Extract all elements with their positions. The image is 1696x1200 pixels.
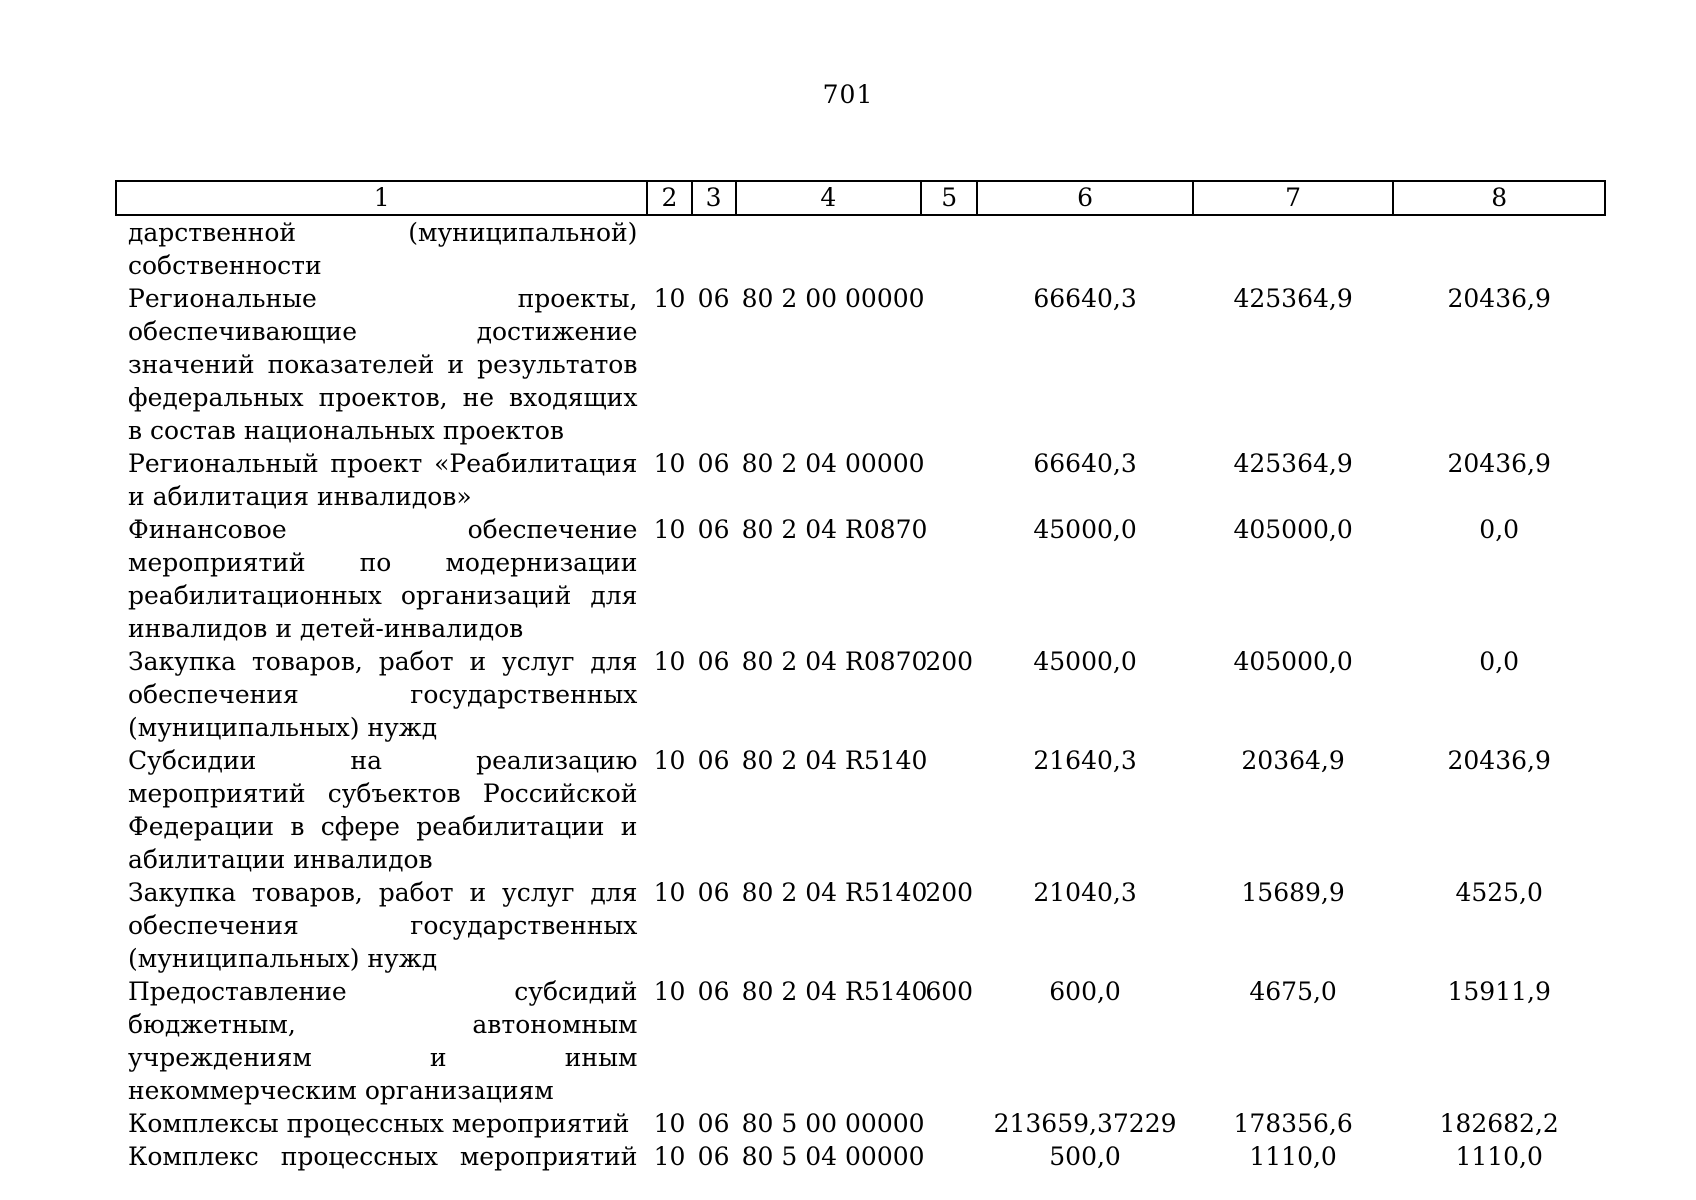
cell-target-article: 80 2 04 R5140 <box>741 746 928 775</box>
cell-amount-col7: 178356,6 <box>1233 1109 1353 1138</box>
column-header-4: 4 <box>736 181 921 215</box>
table-row <box>116 975 1605 1107</box>
cell-expense-type <box>921 447 977 513</box>
cell-amount-col7: 405000,0 <box>1233 647 1353 676</box>
cell-amount-col7: 15689,9 <box>1241 878 1345 907</box>
cell-amount-col8: 4525,0 <box>1455 878 1543 907</box>
cell-target-article: 80 2 00 00000 <box>741 284 925 313</box>
cell-amount-col8 <box>1393 215 1605 282</box>
table-row <box>116 513 1605 645</box>
cell-target-article: 80 2 04 R0870 <box>741 647 928 676</box>
cell-section: 10 <box>653 1142 686 1171</box>
column-header-1: 1 <box>116 181 647 215</box>
cell-amount-col8: 20436,9 <box>1447 746 1551 775</box>
cell-section: 10 <box>653 878 686 907</box>
table-row <box>116 1140 1605 1173</box>
row-name: Региональный проект «Реабилитация и абилитация инвалидов» <box>128 449 638 511</box>
cell-amount-col6: 45000,0 <box>1033 515 1137 544</box>
table-row <box>116 744 1605 876</box>
cell-target-article <box>736 215 921 282</box>
cell-target-article: 80 2 04 R5140 <box>741 977 928 1006</box>
row-name: Финансовое обеспечение мероприятий по модернизации реабилитационных организаций для инвалидов и детей-инвалидов <box>128 515 638 643</box>
row-name: Субсидии на реализацию мероприятий субъектов Российской Федерации в сфере реабилитации и абилитации инвалидов <box>128 746 638 874</box>
cell-section: 10 <box>653 977 686 1006</box>
cell-target-article: 80 2 04 R5140 <box>741 878 928 907</box>
cell-section: 10 <box>653 284 686 313</box>
cell-amount-col6: 66640,3 <box>1033 284 1137 313</box>
row-name: Предоставление субсидий бюджетным, автономным учреждениям и иным некоммерческим организациям <box>128 977 638 1105</box>
cell-target-article: 80 2 04 00000 <box>741 449 925 478</box>
cell-amount-col8: 20436,9 <box>1447 284 1551 313</box>
cell-amount-col7: 20364,9 <box>1241 746 1345 775</box>
table-row <box>116 447 1605 513</box>
cell-section: 10 <box>653 746 686 775</box>
cell-subsection: 06 <box>697 284 730 313</box>
cell-subsection: 06 <box>697 977 730 1006</box>
cell-target-article: 80 5 04 00000 <box>741 1142 925 1171</box>
column-header-6: 6 <box>977 181 1193 215</box>
table-row <box>116 282 1605 447</box>
cell-amount-col8: 15911,9 <box>1447 977 1551 1006</box>
column-header-7: 7 <box>1193 181 1394 215</box>
cell-amount-col8: 0,0 <box>1479 515 1520 544</box>
column-header-8: 8 <box>1393 181 1605 215</box>
cell-subsection: 06 <box>697 647 730 676</box>
row-name: Комплекс процессных мероприятий <box>128 1142 638 1171</box>
cell-subsection: 06 <box>697 1109 730 1138</box>
cell-amount-col6: 600,0 <box>1049 977 1121 1006</box>
table-row <box>116 1107 1605 1140</box>
cell-section <box>647 215 691 282</box>
cell-amount-col8: 182682,2 <box>1439 1109 1559 1138</box>
cell-amount-col6: 21040,3 <box>1033 878 1137 907</box>
cell-amount-col6: 500,0 <box>1049 1142 1121 1171</box>
cell-amount-col7: 1110,0 <box>1249 1142 1337 1171</box>
cell-amount-col7: 425364,9 <box>1233 449 1353 478</box>
column-header-3: 3 <box>692 181 736 215</box>
budget-table <box>115 180 1606 1173</box>
cell-amount-col7: 4675,0 <box>1249 977 1337 1006</box>
table-row <box>116 645 1605 744</box>
table-header-row <box>116 181 1605 215</box>
cell-expense-type <box>921 1107 977 1140</box>
cell-expense-type <box>921 513 977 645</box>
cell-subsection: 06 <box>697 1142 730 1171</box>
cell-section: 10 <box>653 515 686 544</box>
cell-amount-col8: 0,0 <box>1479 647 1520 676</box>
cell-expense-type <box>921 215 977 282</box>
cell-subsection: 06 <box>697 515 730 544</box>
column-header-2: 2 <box>647 181 691 215</box>
column-header-5: 5 <box>921 181 977 215</box>
cell-target-article: 80 2 04 R0870 <box>741 515 928 544</box>
page-number: 701 <box>822 80 874 109</box>
cell-target-article: 80 5 00 00000 <box>741 1109 925 1138</box>
cell-expense-type: 600 <box>925 977 974 1006</box>
row-name: дарственной (муниципальной) собственности <box>128 218 638 280</box>
cell-amount-col6: 66640,3 <box>1033 449 1137 478</box>
cell-amount-col6 <box>977 215 1193 282</box>
cell-subsection: 06 <box>697 746 730 775</box>
cell-expense-type: 200 <box>925 647 974 676</box>
cell-expense-type <box>921 282 977 447</box>
cell-section: 10 <box>653 647 686 676</box>
cell-amount-col7 <box>1193 215 1394 282</box>
cell-amount-col8: 1110,0 <box>1455 1142 1543 1171</box>
row-name: Закупка товаров, работ и услуг для обеспечения государственных (муниципальных) нужд <box>128 878 638 973</box>
cell-amount-col8: 20436,9 <box>1447 449 1551 478</box>
cell-section: 10 <box>653 1109 686 1138</box>
row-name: Комплексы процессных мероприятий <box>128 1109 630 1138</box>
table-row <box>116 215 1605 282</box>
cell-amount-col6: 45000,0 <box>1033 647 1137 676</box>
cell-subsection <box>692 215 736 282</box>
cell-amount-col6: 21640,3 <box>1033 746 1137 775</box>
cell-expense-type: 200 <box>925 878 974 907</box>
cell-amount-col7: 425364,9 <box>1233 284 1353 313</box>
row-name: Региональные проекты, обеспечивающие достижение значений показателей и результатов федеральных проектов, не входящих в состав национальных проектов <box>128 284 638 445</box>
cell-section: 10 <box>653 449 686 478</box>
row-name: Закупка товаров, работ и услуг для обеспечения государственных (муниципальных) нужд <box>128 647 638 742</box>
cell-amount-col6: 213659,37229 <box>993 1109 1177 1138</box>
cell-expense-type <box>921 1140 977 1173</box>
cell-subsection: 06 <box>697 449 730 478</box>
cell-amount-col7: 405000,0 <box>1233 515 1353 544</box>
table-row <box>116 876 1605 975</box>
cell-expense-type <box>921 744 977 876</box>
cell-subsection: 06 <box>697 878 730 907</box>
